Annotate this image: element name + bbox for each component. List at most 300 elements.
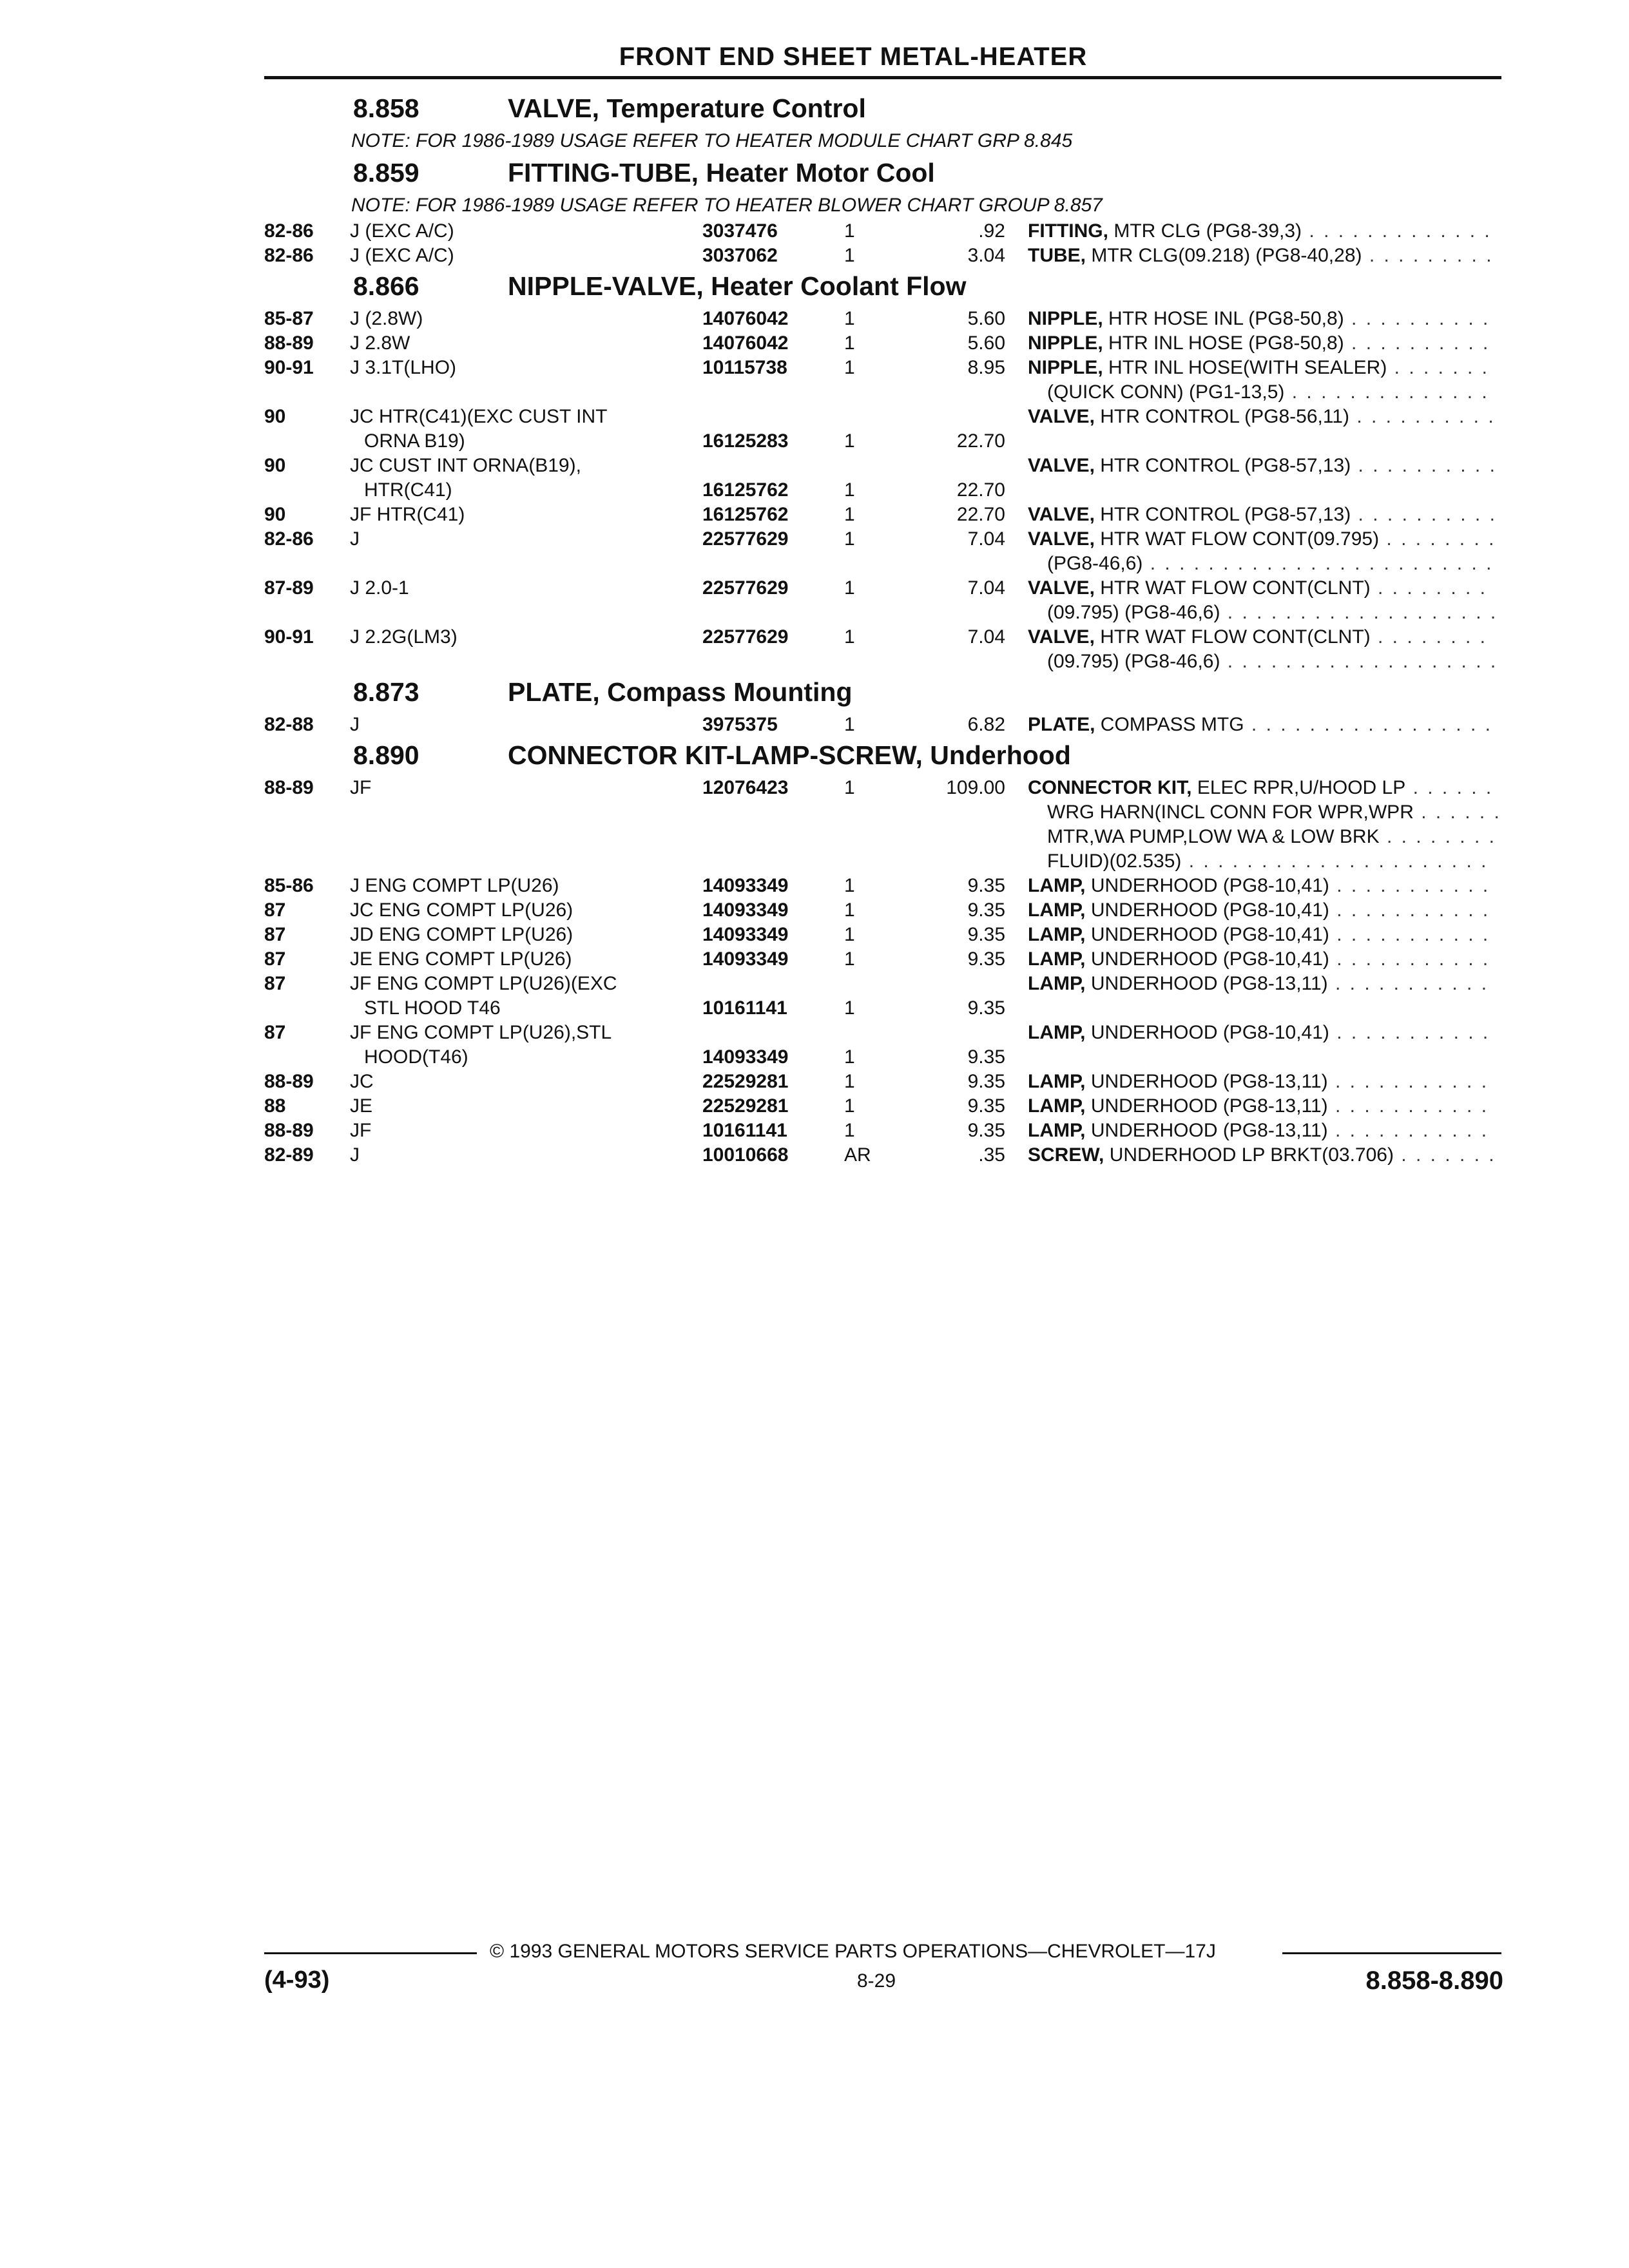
- part-description: [1028, 454, 1497, 478]
- price: .35: [978, 1144, 1005, 1166]
- part-description: [1028, 331, 1490, 356]
- model-years: 87: [264, 899, 286, 921]
- description-dot-leader: . . . . . . . . . . .: [1329, 948, 1490, 970]
- description-text: HTR HOSE INL (PG8-50,8): [1108, 308, 1344, 329]
- model-applicability: HTR(C41): [364, 479, 452, 501]
- row-line: [264, 576, 1521, 601]
- part-description: [1047, 649, 1498, 674]
- table-row: [264, 625, 1521, 674]
- description-dot-leader: . . . . . . . .: [1370, 577, 1488, 599]
- row-line: [264, 527, 1521, 552]
- row-line: [264, 1070, 1521, 1094]
- part-number: 14093349: [702, 875, 789, 896]
- row-line: [264, 454, 1521, 478]
- description-noun: PLATE,: [1028, 714, 1095, 735]
- description-text: HTR CONTROL (PG8-56,11): [1100, 406, 1349, 427]
- part-description: [1028, 898, 1490, 923]
- description-noun: LAMP,: [1028, 973, 1086, 994]
- model-years: 88-89: [264, 777, 314, 798]
- row-line: [264, 625, 1521, 649]
- price: 5.60: [967, 332, 1005, 354]
- footer-group-range: 8.858-8.890: [1365, 1966, 1503, 1995]
- model-years: 88-89: [264, 332, 314, 354]
- description-dot-leader: . . . . . . . . . . .: [1329, 924, 1490, 945]
- model-applicability: J 2.2G(LM3): [350, 626, 458, 648]
- model-applicability: J ENG COMPT LP(U26): [350, 875, 559, 896]
- description-text: UNDERHOOD (PG8-10,41): [1090, 924, 1329, 945]
- part-description: [1028, 219, 1492, 244]
- row-line: [264, 1094, 1521, 1119]
- row-line: [264, 429, 1521, 454]
- part-number: 16125762: [702, 504, 789, 525]
- row-line: [264, 1119, 1521, 1143]
- description-dot-leader: . . . . . . . . . . .: [1329, 899, 1490, 921]
- part-number: 10161141: [702, 997, 787, 1019]
- quantity: 1: [844, 430, 855, 452]
- description-text: UNDERHOOD (PG8-10,41): [1090, 875, 1329, 896]
- part-description: [1028, 405, 1496, 429]
- row-line: [264, 996, 1521, 1021]
- description-text: UNDERHOOD (PG8-10,41): [1090, 899, 1329, 921]
- model-years: 90: [264, 406, 286, 427]
- quantity: 1: [844, 308, 855, 329]
- description-noun: LAMP,: [1028, 875, 1086, 896]
- model-years: 87: [264, 924, 286, 945]
- description-noun: NIPPLE,: [1028, 357, 1103, 378]
- quantity: AR: [844, 1144, 871, 1166]
- description-text: HTR WAT FLOW CONT(CLNT): [1100, 626, 1371, 648]
- description-text: HTR WAT FLOW CONT(09.795): [1100, 528, 1380, 550]
- part-number: 10115738: [702, 357, 787, 378]
- model-years: 88-89: [264, 1071, 314, 1092]
- model-applicability: J: [350, 528, 360, 550]
- part-description: [1028, 1143, 1496, 1168]
- table-row: [264, 454, 1521, 503]
- quantity: 1: [844, 220, 855, 242]
- quantity: 1: [844, 1071, 855, 1092]
- model-years: 87-89: [264, 577, 314, 599]
- description-dot-leader: . . . . . . . . . . . . . . . . . . .: [1220, 602, 1498, 623]
- quantity: 1: [844, 1120, 855, 1141]
- note-text: NOTE: FOR 1986-1989 USAGE REFER TO HEATER BLOWER CHART GROUP 8.857: [351, 195, 1103, 216]
- quantity: 1: [844, 245, 855, 266]
- description-dot-leader: . . . . . .: [1405, 777, 1494, 798]
- model-applicability: HOOD(T46): [364, 1046, 468, 1068]
- model-applicability: J 2.8W: [350, 332, 410, 354]
- quantity: 1: [844, 332, 855, 354]
- description-text: (09.795) (PG8-46,6): [1047, 602, 1220, 623]
- model-applicability: J (EXC A/C): [350, 245, 454, 266]
- description-dot-leader: . . . . . . . . . .: [1351, 504, 1497, 525]
- description-text: UNDERHOOD LP BRKT(03.706): [1109, 1144, 1394, 1166]
- quantity: 1: [844, 777, 855, 798]
- model-applicability: J: [350, 1144, 360, 1166]
- row-line: [264, 552, 1521, 576]
- row-line: [264, 244, 1521, 268]
- price: 22.70: [956, 479, 1005, 501]
- group-title: VALVE, Temperature Control: [508, 93, 866, 123]
- price: 9.35: [967, 997, 1005, 1019]
- part-description: [1028, 307, 1490, 331]
- description-text: UNDERHOOD (PG8-13,11): [1090, 1095, 1328, 1117]
- note-text: NOTE: FOR 1986-1989 USAGE REFER TO HEATER MODULE CHART GRP 8.845: [351, 130, 1073, 151]
- model-years: 87: [264, 948, 286, 970]
- description-text: UNDERHOOD (PG8-10,41): [1090, 1022, 1329, 1043]
- part-description: [1028, 1094, 1489, 1119]
- table-row: [264, 1094, 1521, 1119]
- part-number: 14076042: [702, 308, 789, 329]
- price: 6.82: [967, 714, 1005, 735]
- group-header: [264, 737, 1521, 776]
- part-number: 3037062: [702, 245, 778, 266]
- quantity: 1: [844, 504, 855, 525]
- row-line: [264, 478, 1521, 503]
- quantity: 1: [844, 357, 855, 378]
- part-description: [1047, 800, 1501, 825]
- row-line: [264, 1021, 1521, 1045]
- part-description: [1047, 849, 1488, 874]
- price: .92: [978, 220, 1005, 242]
- quantity: 1: [844, 714, 855, 735]
- part-number: 16125762: [702, 479, 789, 501]
- description-dot-leader: . . . . . . . . . . .: [1329, 875, 1490, 896]
- model-years: 90: [264, 504, 286, 525]
- quantity: 1: [844, 577, 855, 599]
- header-rule: [264, 76, 1501, 79]
- table-row: [264, 307, 1521, 331]
- price: 9.35: [967, 899, 1005, 921]
- table-row: [264, 356, 1521, 405]
- description-noun: LAMP,: [1028, 1120, 1086, 1141]
- footer-page-number: 8-29: [857, 1970, 896, 1992]
- price: 3.04: [967, 245, 1005, 266]
- group-note: [264, 193, 1521, 219]
- model-years: 87: [264, 1022, 286, 1043]
- description-dot-leader: . . . . . . . . . . . . . . . . . . .: [1220, 651, 1498, 672]
- part-number: 10161141: [702, 1120, 787, 1141]
- description-noun: LAMP,: [1028, 1071, 1086, 1092]
- table-row: [264, 244, 1521, 268]
- model-applicability: ORNA B19): [364, 430, 465, 452]
- parts-catalog: [264, 90, 1521, 1168]
- part-number: 22577629: [702, 577, 789, 599]
- description-text: UNDERHOOD (PG8-13,11): [1090, 973, 1328, 994]
- row-line: [264, 972, 1521, 996]
- table-row: [264, 331, 1521, 356]
- description-dot-leader: . . . . . . . .: [1379, 826, 1496, 847]
- part-number: 14093349: [702, 899, 789, 921]
- group-header: [264, 268, 1521, 307]
- table-row: [264, 923, 1521, 947]
- model-applicability: J 2.0-1: [350, 577, 409, 599]
- quantity: 1: [844, 875, 855, 896]
- description-noun: VALVE,: [1028, 528, 1095, 550]
- description-text: (PG8-46,6): [1047, 553, 1143, 574]
- model-applicability: JC CUST INT ORNA(B19),: [350, 455, 581, 476]
- footer-revision-date: (4-93): [264, 1966, 330, 1994]
- model-years: 88: [264, 1095, 286, 1117]
- model-applicability: JC ENG COMPT LP(U26): [350, 899, 574, 921]
- row-line: [264, 503, 1521, 527]
- row-line: [264, 405, 1521, 429]
- model-applicability: JF: [350, 777, 372, 798]
- description-dot-leader: . . . . . . . . . . .: [1329, 1022, 1490, 1043]
- description-noun: CONNECTOR KIT,: [1028, 777, 1192, 798]
- part-description: [1028, 244, 1494, 268]
- part-description: [1028, 874, 1490, 898]
- quantity: 1: [844, 479, 855, 501]
- row-line: [264, 649, 1521, 674]
- part-number: 22529281: [702, 1071, 789, 1092]
- description-noun: LAMP,: [1028, 1095, 1086, 1117]
- description-noun: VALVE,: [1028, 577, 1095, 599]
- group-header: [264, 155, 1521, 193]
- part-number: 10010668: [702, 1144, 789, 1166]
- model-applicability: JC HTR(C41)(EXC CUST INT: [350, 406, 608, 427]
- description-text: HTR CONTROL (PG8-57,13): [1100, 455, 1351, 476]
- page-title: FRONT END SHEET METAL-HEATER: [619, 43, 1088, 71]
- description-dot-leader: . . . . . . . .: [1370, 626, 1488, 648]
- quantity: 1: [844, 1046, 855, 1068]
- part-number: 22577629: [702, 528, 789, 550]
- model-applicability: JC: [350, 1071, 374, 1092]
- part-number: 16125283: [702, 430, 789, 452]
- description-noun: LAMP,: [1028, 1022, 1086, 1043]
- description-noun: TUBE,: [1028, 245, 1086, 266]
- part-description: [1028, 1070, 1489, 1094]
- row-line: [264, 1143, 1521, 1168]
- model-years: 88-89: [264, 1120, 314, 1141]
- model-applicability: J 3.1T(LHO): [350, 357, 457, 378]
- table-row: [264, 405, 1521, 454]
- part-description: [1028, 527, 1496, 552]
- table-row: [264, 503, 1521, 527]
- description-noun: SCREW,: [1028, 1144, 1104, 1166]
- model-applicability: JF: [350, 1120, 372, 1141]
- description-text: MTR CLG(09.218) (PG8-40,28): [1091, 245, 1362, 266]
- price: 9.35: [967, 875, 1005, 896]
- model-years: 85-86: [264, 875, 314, 896]
- part-description: [1028, 972, 1489, 996]
- description-dot-leader: . . . . . . . . . . .: [1327, 1071, 1489, 1092]
- part-description: [1028, 1119, 1489, 1143]
- model-years: 87: [264, 973, 286, 994]
- price: 8.95: [967, 357, 1005, 378]
- model-years: 85-87: [264, 308, 314, 329]
- price: 9.35: [967, 924, 1005, 945]
- price: 7.04: [967, 577, 1005, 599]
- price: 9.35: [967, 1046, 1005, 1068]
- group-title: NIPPLE-VALVE, Heater Coolant Flow: [508, 271, 967, 301]
- row-line: [264, 380, 1521, 405]
- quantity: 1: [844, 899, 855, 921]
- price: 9.35: [967, 1071, 1005, 1092]
- row-line: [264, 307, 1521, 331]
- table-row: [264, 527, 1521, 576]
- quantity: 1: [844, 948, 855, 970]
- description-text: HTR INL HOSE(WITH SEALER): [1108, 357, 1387, 378]
- description-dot-leader: . . . . . . . . . . . . . . . . .: [1244, 714, 1492, 735]
- row-line: [264, 874, 1521, 898]
- part-description: [1028, 356, 1489, 380]
- table-row: [264, 776, 1521, 874]
- description-text: MTR CLG (PG8-39,3): [1113, 220, 1302, 242]
- part-number: 14093349: [702, 948, 789, 970]
- description-text: WRG HARN(INCL CONN FOR WPR,WPR: [1047, 802, 1414, 823]
- table-row: [264, 1119, 1521, 1143]
- description-text: FLUID)(02.535): [1047, 850, 1182, 872]
- price: 7.04: [967, 626, 1005, 648]
- part-description: [1028, 503, 1497, 527]
- group-number: 8.858: [353, 93, 419, 123]
- table-row: [264, 1143, 1521, 1168]
- group-header: [264, 90, 1521, 129]
- quantity: 1: [844, 1095, 855, 1117]
- part-description: [1047, 825, 1496, 849]
- description-noun: VALVE,: [1028, 504, 1095, 525]
- footer-rule-right: [1282, 1952, 1501, 1954]
- part-number: 22577629: [702, 626, 789, 648]
- description-noun: NIPPLE,: [1028, 308, 1103, 329]
- model-years: 90-91: [264, 626, 314, 648]
- group-number: 8.859: [353, 158, 419, 187]
- row-line: [264, 825, 1521, 849]
- part-number: 14093349: [702, 924, 789, 945]
- row-line: [264, 219, 1521, 244]
- price: 22.70: [956, 504, 1005, 525]
- part-description: [1028, 576, 1487, 601]
- description-text: COMPASS MTG: [1100, 714, 1244, 735]
- part-description: [1047, 552, 1493, 576]
- model-applicability: J: [350, 714, 360, 735]
- row-line: [264, 601, 1521, 625]
- row-line: [264, 776, 1521, 800]
- price: 22.70: [956, 430, 1005, 452]
- model-years: 82-89: [264, 1144, 314, 1166]
- description-text: HTR INL HOSE (PG8-50,8): [1108, 332, 1344, 354]
- part-number: 3975375: [702, 714, 778, 735]
- model-years: 82-86: [264, 245, 314, 266]
- description-text: UNDERHOOD (PG8-13,11): [1090, 1120, 1328, 1141]
- model-years: 82-86: [264, 220, 314, 242]
- description-dot-leader: . . . . . . . . . . . . .: [1302, 220, 1492, 242]
- description-dot-leader: . . . . . . . . . . . . . . . . . . . . .: [1181, 850, 1489, 872]
- model-years: 82-86: [264, 528, 314, 550]
- part-number: 3037476: [702, 220, 778, 242]
- description-dot-leader: . . . . . . . . . . .: [1327, 973, 1489, 994]
- description-dot-leader: . . . . . . . . . .: [1351, 455, 1497, 476]
- description-dot-leader: . . . . . . . . . .: [1344, 332, 1490, 354]
- quantity: 1: [844, 997, 855, 1019]
- model-applicability: STL HOOD T46: [364, 997, 501, 1019]
- description-text: HTR CONTROL (PG8-57,13): [1100, 504, 1351, 525]
- description-dot-leader: . . . . . . . . . . .: [1327, 1095, 1489, 1117]
- part-number: 22529281: [702, 1095, 789, 1117]
- row-line: [264, 898, 1521, 923]
- model-applicability: JF HTR(C41): [350, 504, 465, 525]
- description-text: (09.795) (PG8-46,6): [1047, 651, 1220, 672]
- table-row: [264, 874, 1521, 898]
- description-noun: LAMP,: [1028, 948, 1086, 970]
- description-noun: NIPPLE,: [1028, 332, 1103, 354]
- quantity: 1: [844, 924, 855, 945]
- group-number: 8.890: [353, 740, 419, 770]
- description-text: HTR WAT FLOW CONT(CLNT): [1100, 577, 1371, 599]
- description-dot-leader: . . . . . . . .: [1379, 528, 1496, 550]
- description-text: UNDERHOOD (PG8-13,11): [1090, 1071, 1328, 1092]
- part-number: 14076042: [702, 332, 789, 354]
- part-description: [1047, 380, 1489, 405]
- description-dot-leader: . . . . . .: [1413, 802, 1501, 823]
- model-applicability: JD ENG COMPT LP(U26): [350, 924, 574, 945]
- part-description: [1028, 1021, 1490, 1045]
- model-years: 90: [264, 455, 286, 476]
- table-row: [264, 947, 1521, 972]
- group-number: 8.866: [353, 271, 419, 301]
- part-number: 12076423: [702, 777, 789, 798]
- description-dot-leader: . . . . . . .: [1393, 1144, 1496, 1166]
- model-years: 90-91: [264, 357, 314, 378]
- row-line: [264, 1045, 1521, 1070]
- group-title: FITTING-TUBE, Heater Motor Cool: [508, 158, 935, 187]
- group-header: [264, 674, 1521, 713]
- row-line: [264, 713, 1521, 737]
- description-noun: VALVE,: [1028, 406, 1095, 427]
- price: 9.35: [967, 948, 1005, 970]
- description-dot-leader: . . . . . . .: [1387, 357, 1490, 378]
- row-line: [264, 923, 1521, 947]
- price: 9.35: [967, 1120, 1005, 1141]
- table-row: [264, 576, 1521, 625]
- price: 7.04: [967, 528, 1005, 550]
- row-line: [264, 800, 1521, 825]
- description-dot-leader: . . . . . . . . .: [1362, 245, 1494, 266]
- model-years: 82-88: [264, 714, 314, 735]
- description-text: UNDERHOOD (PG8-10,41): [1090, 948, 1329, 970]
- model-applicability: JF ENG COMPT LP(U26)(EXC: [350, 973, 617, 994]
- description-dot-leader: . . . . . . . . . . . . . .: [1284, 381, 1489, 403]
- model-applicability: J (2.8W): [350, 308, 423, 329]
- group-note: [264, 129, 1521, 155]
- description-text: MTR,WA PUMP,LOW WA & LOW BRK: [1047, 826, 1380, 847]
- description-dot-leader: . . . . . . . . . .: [1344, 308, 1490, 329]
- group-number: 8.873: [353, 677, 419, 707]
- model-applicability: JF ENG COMPT LP(U26),STL: [350, 1022, 612, 1043]
- footer-rule-left: [264, 1952, 477, 1954]
- model-applicability: JE: [350, 1095, 373, 1117]
- description-noun: LAMP,: [1028, 899, 1086, 921]
- description-dot-leader: . . . . . . . . . . . . . . . . . . . . . . . .: [1142, 553, 1494, 574]
- price: 109.00: [946, 777, 1005, 798]
- price: 5.60: [967, 308, 1005, 329]
- part-number: 14093349: [702, 1046, 789, 1068]
- row-line: [264, 947, 1521, 972]
- description-noun: VALVE,: [1028, 626, 1095, 648]
- model-applicability: JE ENG COMPT LP(U26): [350, 948, 572, 970]
- part-description: [1028, 713, 1492, 737]
- model-applicability: J (EXC A/C): [350, 220, 454, 242]
- table-row: [264, 972, 1521, 1021]
- part-description: [1028, 625, 1487, 649]
- description-noun: VALVE,: [1028, 455, 1095, 476]
- part-description: [1028, 923, 1490, 947]
- table-row: [264, 219, 1521, 244]
- row-line: [264, 331, 1521, 356]
- part-description: [1028, 776, 1493, 800]
- table-row: [264, 1070, 1521, 1094]
- price: 9.35: [967, 1095, 1005, 1117]
- group-title: PLATE, Compass Mounting: [508, 677, 853, 707]
